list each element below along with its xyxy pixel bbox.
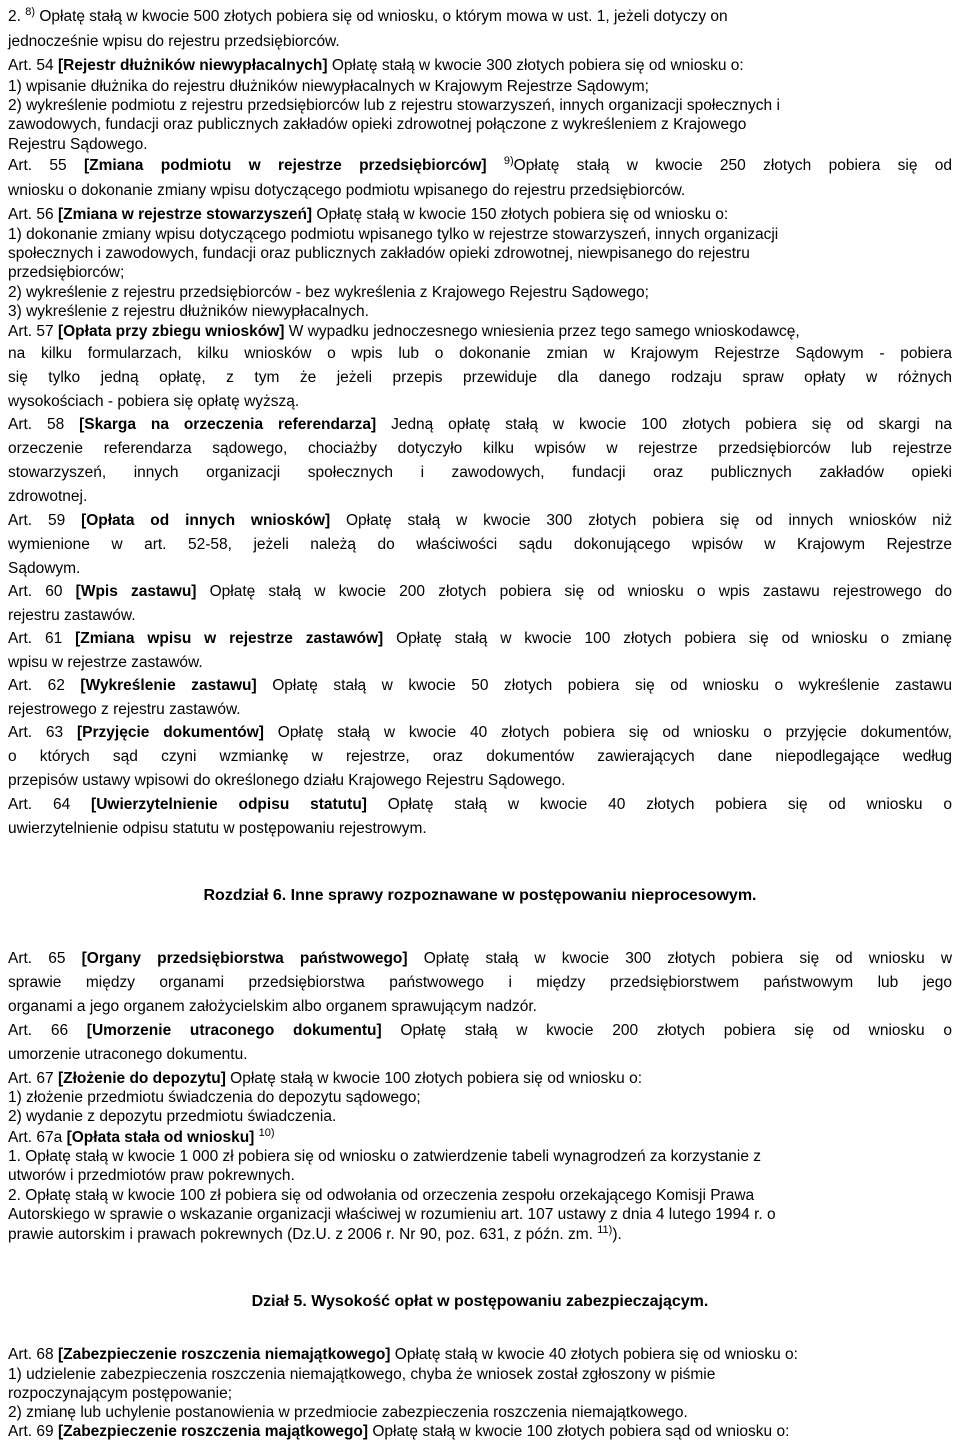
text-line — [8, 1022, 952, 1042]
article-title: [Opłata od innych wniosków] — [81, 512, 331, 529]
text-line — [8, 701, 952, 721]
text-run: Art. 59 — [8, 512, 82, 529]
article-title: [Rejestr dłużników niewypłacalnych] — [57, 57, 328, 74]
text-line — [8, 157, 952, 177]
text-line — [8, 677, 952, 697]
text-line — [8, 284, 952, 304]
text-run: przedsiębiorców; — [8, 264, 125, 281]
text-run: Opłatę stałą w kwocie 500 złotych pobiera się od wniosku, o którym mowa w ust. 1, jeżeli dotyczy on — [35, 8, 728, 25]
text-line — [8, 1070, 952, 1090]
text-run: Opłatę stałą w kwocie 40 złotych pobiera się od wniosku o: — [390, 1346, 798, 1363]
text-run: Art. 61 — [8, 630, 76, 647]
text-run: Opłatę stałą w kwocie 100 złotych pobiera się od wniosku o: — [225, 1070, 643, 1087]
text-run: Opłatę stałą w kwocie 300 złotych pobiera się od wniosku w — [407, 950, 953, 967]
text-run: ). — [612, 1226, 622, 1243]
text-run: 1) wpisanie dłużnika do rejestru dłużników niewypłacalnych w Krajowym Rejestrze Sądowym; — [8, 78, 649, 95]
text-run: organami a jego organem założycielskim albo organem sprawującym nadzór. — [8, 998, 537, 1015]
text-line — [8, 560, 952, 580]
text-run: Autorskiego w sprawie o wskazanie organizacji właściwej w rozumieniu art. 107 ustawy z dnia 4 lutego 1994 r. o — [8, 1206, 776, 1223]
text-run: Opłatę stałą w kwocie 40 złotych pobiera się od wniosku o — [366, 796, 952, 813]
text-run: jednocześnie wpisu do rejestru przedsiębiorców. — [8, 33, 340, 50]
text-line — [8, 1423, 952, 1443]
text-line — [8, 1129, 952, 1149]
text-run: Art. 63 — [8, 724, 77, 741]
article-title: [Zmiana w rejestrze stowarzyszeń] — [57, 206, 313, 223]
text-line — [8, 488, 952, 508]
text-run: Art. 69 — [8, 1423, 58, 1440]
text-line — [8, 1404, 952, 1424]
text-run: Opłatę stałą w kwocie 300 złotych pobiera się od innych wniosków niż — [330, 512, 952, 529]
text-run: Jedną opłatę stałą w kwocie 100 złotych pobiera się od skargi na — [376, 416, 952, 433]
text-line — [8, 512, 952, 532]
text-run: Art. 60 — [8, 583, 76, 600]
text-line — [8, 182, 952, 202]
text-line — [8, 536, 952, 556]
text-line — [8, 136, 952, 156]
text-run: Art. 58 — [8, 416, 80, 433]
section-5-heading: Dział 5. Wysokość opłat w postępowaniu zabezpieczającym. — [251, 1293, 709, 1310]
text-line — [8, 206, 952, 226]
text-run: Art. 56 — [8, 206, 58, 223]
text-line — [8, 1346, 952, 1366]
text-run: Art. 68 — [8, 1346, 58, 1363]
text-run: 1) udzielenie zabezpieczenia roszczenia niemajątkowego, chyba że wniosek został zgłoszony w piśmie — [8, 1366, 716, 1383]
text-line — [8, 8, 952, 28]
text-run: zdrowotnej. — [8, 488, 88, 505]
text-run: Rejestru Sądowego. — [8, 136, 148, 153]
text-line — [8, 1046, 952, 1066]
text-line — [8, 772, 952, 792]
text-run: orzeczenie referendarza sądowego, chociażby dotyczyło kilku wpisów w rejestrze przedsiębiorców lub rejestrze — [8, 440, 952, 457]
text-run: sprawie między organami przedsiębiorstwa państwowego i między przedsiębiorstwem państwowym lub jego — [8, 974, 952, 991]
text-line — [8, 97, 952, 117]
article-title: [Organy przedsiębiorstwa państwowego] — [81, 950, 408, 967]
text-line — [8, 264, 952, 284]
text-run: Opłatę stałą w kwocie 200 złotych pobiera się od wniosku o wpis zastawu rejestrowego do — [196, 583, 953, 600]
text-line — [8, 1089, 952, 1109]
footnote-ref: 11) — [597, 1224, 613, 1236]
text-line — [8, 323, 952, 343]
text-run: przepisów ustawy wpisowi do określonego działu Krajowego Rejestru Sądowego. — [8, 772, 566, 789]
article-title: [Przyjęcie dokumentów] — [77, 724, 264, 741]
text-run: Opłatę stałą w kwocie 100 złotych pobiera się od wniosku o zmianę — [383, 630, 952, 647]
text-line — [8, 724, 952, 744]
text-run: rejestrowego z rejestru zastawów. — [8, 701, 241, 718]
text-run: Art. 62 — [8, 677, 81, 694]
chapter-6-heading: Rozdział 6. Inne sprawy rozpoznawane w postępowaniu nieprocesowym. — [203, 887, 757, 904]
text-run: uwierzytelnienie odpisu statutu w postępowaniu rejestrowym. — [8, 820, 427, 837]
text-run: społecznych i zawodowych, fundacji oraz publicznych zakładów opieki zdrowotnej, niewpisanego do rejestru — [8, 245, 750, 262]
text-line — [8, 654, 952, 674]
text-line — [8, 1148, 952, 1168]
text-run: o których sąd czyni wzmiankę w rejestrze, oraz dokumentów zawierających dane niepodlegające według — [8, 748, 952, 765]
text-run: Sądowym. — [8, 560, 81, 577]
text-run: wymienione w art. 52-58, jeżeli należą do właściwości sądu dokonującego wpisów w Krajowym Rejestrze — [8, 536, 952, 553]
text-run: Opłatę stałą w kwocie 100 złotych pobiera sąd od wniosku o: — [368, 1423, 790, 1440]
text-line — [8, 998, 952, 1018]
text-run: Opłatę stałą w kwocie 150 złotych pobiera się od wniosku o: — [312, 206, 729, 223]
text-line — [8, 974, 952, 994]
text-run: rozpoczynającym postępowanie; — [8, 1385, 233, 1402]
text-line — [8, 416, 952, 436]
text-line — [8, 630, 952, 650]
text-run: Art. 55 — [8, 157, 84, 174]
text-line — [8, 1108, 952, 1128]
text-line — [8, 1366, 952, 1386]
text-run: 1) złożenie przedmiotu świadczenia do depozytu sądowego; — [8, 1089, 421, 1106]
text-run: 2) wykreślenie podmiotu z rejestru przedsiębiorców lub z rejestru stowarzyszeń, innych organizacji społecznych i — [8, 97, 780, 114]
text-line — [8, 1226, 952, 1246]
text-line — [8, 57, 952, 77]
text-run: Art. 67a — [8, 1129, 67, 1146]
text-run: Opłatę stałą w kwocie 300 złotych pobiera się od wniosku o: — [327, 57, 744, 74]
article-title: [Zabezpieczenie roszczenia majątkowego] — [57, 1423, 369, 1440]
text-run: Art. 66 — [8, 1022, 87, 1039]
text-line — [8, 1206, 952, 1226]
text-run: wysokościach - pobiera się opłatę wyższą. — [8, 393, 300, 410]
text-line — [8, 33, 952, 53]
footnote-ref: 9) — [503, 155, 514, 167]
text-run: wniosku o dokonanie zmiany wpisu dotyczącego podmiotu wpisanego do rejestru przedsiębiorców. — [8, 182, 686, 199]
article-title: [Złożenie do depozytu] — [57, 1070, 226, 1087]
text-line — [8, 245, 952, 265]
text-run: na kilku formularzach, kilku wniosków o wpis lub o dokonanie zmian w Krajowym Rejestrze Sądowym - pobiera — [8, 345, 952, 362]
text-line — [8, 820, 952, 840]
text-run: 2. Opłatę stałą w kwocie 100 zł pobiera się od odwołania od orzeczenia zespołu orzekającego Komisji Prawa — [8, 1187, 755, 1204]
footnote-ref: 10) — [258, 1127, 275, 1139]
article-title: [Zmiana wpisu w rejestrze zastawów] — [75, 630, 384, 647]
article-title: [Skarga na orzeczenia referendarza] — [79, 416, 377, 433]
text-run: rejestru zastawów. — [8, 607, 136, 624]
article-title: [Wykreślenie zastawu] — [80, 677, 257, 694]
text-line — [8, 116, 952, 136]
article-title: [Umorzenie utraconego dokumentu] — [86, 1022, 382, 1039]
text-line — [8, 369, 952, 389]
text-line — [8, 78, 952, 98]
article-title: [Zmiana podmiotu w rejestrze przedsiębiorców] — [83, 157, 487, 174]
text-run: Art. 54 — [8, 57, 58, 74]
text-run: 1. Opłatę stałą w kwocie 1 000 zł pobiera się od wniosku o zatwierdzenie tabeli wynagrodzeń za korzystanie z — [8, 1148, 762, 1165]
text-run: wpisu w rejestrze zastawów. — [8, 654, 203, 671]
text-line — [8, 1187, 952, 1207]
article-title: [Uwierzytelnienie odpisu statutu] — [91, 796, 367, 813]
article-title: [Zabezpieczenie roszczenia niemajątkowego] — [57, 1346, 391, 1363]
text-run — [487, 157, 504, 174]
text-run: W wypadku jednoczesnego wniesienia przez tego samego wnioskodawcę, — [284, 323, 800, 340]
text-line — [8, 440, 952, 460]
text-run: 2) wykreślenie z rejestru przedsiębiorców - bez wykreślenia z Krajowego Rejestru Sądowego; — [8, 284, 649, 301]
text-line — [8, 303, 952, 323]
text-run: Opłatę stałą w kwocie 200 złotych pobiera się od wniosku o — [381, 1022, 952, 1039]
text-run: się tylko jedną opłatę, z tym że jeżeli przepis przewiduje dla danego rodzaju spraw opłaty w różnych — [8, 369, 952, 386]
text-run: umorzenie utraconego dokumentu. — [8, 1046, 248, 1063]
text-line — [8, 1385, 952, 1405]
text-run: 1) dokonanie zmiany wpisu dotyczącego podmiotu wpisanego tylko w rejestrze stowarzyszeń, innych organizacji — [8, 226, 779, 243]
text-run: Art. 64 — [8, 796, 92, 813]
text-line — [8, 226, 952, 246]
text-line — [8, 345, 952, 365]
text-run: prawie autorskim i prawach pokrewnych (Dz.U. z 2006 r. Nr 90, poz. 631, z późn. zm. — [8, 1226, 598, 1243]
text-line — [8, 607, 952, 627]
text-line — [8, 796, 952, 816]
text-run: Art. 65 — [8, 950, 82, 967]
text-run: utworów i przedmiotów praw pokrewnych. — [8, 1167, 295, 1184]
text-line — [8, 748, 952, 768]
article-title: [Wpis zastawu] — [75, 583, 197, 600]
text-run: 3) wykreślenie z rejestru dłużników niewypłacalnych. — [8, 303, 369, 320]
text-run: 2. — [8, 8, 26, 25]
text-run: 2) zmianę lub uchylenie postanowienia w przedmiocie zabezpieczenia roszczenia niemajątkowego. — [8, 1404, 688, 1421]
text-run: Opłatę stałą w kwocie 250 złotych pobiera się od — [513, 157, 953, 174]
text-line — [8, 583, 952, 603]
text-run: 2) wydanie z depozytu przedmiotu świadczenia. — [8, 1108, 337, 1125]
text-run: Opłatę stałą w kwocie 50 złotych pobiera się od wniosku o wykreślenie zastawu — [256, 677, 952, 694]
footnote-ref: 8) — [25, 6, 36, 18]
text-line — [8, 393, 952, 413]
text-run: Opłatę stałą w kwocie 40 złotych pobiera się od wniosku o przyjęcie dokumentów, — [263, 724, 952, 741]
text-run: Art. 57 — [8, 323, 58, 340]
text-line — [8, 950, 952, 970]
text-line — [8, 1167, 952, 1187]
article-title: [Opłata przy zbiegu wniosków] — [57, 323, 285, 340]
text-line — [8, 464, 952, 484]
text-run: zawodowych, fundacji oraz publicznych zakładów opieki zdrowotnej połączone z wykreśleniem z Krajowego — [8, 116, 747, 133]
article-title: [Opłata stała od wniosku] — [66, 1129, 255, 1146]
text-run: Art. 67 — [8, 1070, 58, 1087]
text-run: stowarzyszeń, innych organizacji społecznych i zawodowych, fundacji oraz publicznych zakładów opieki — [8, 464, 952, 481]
